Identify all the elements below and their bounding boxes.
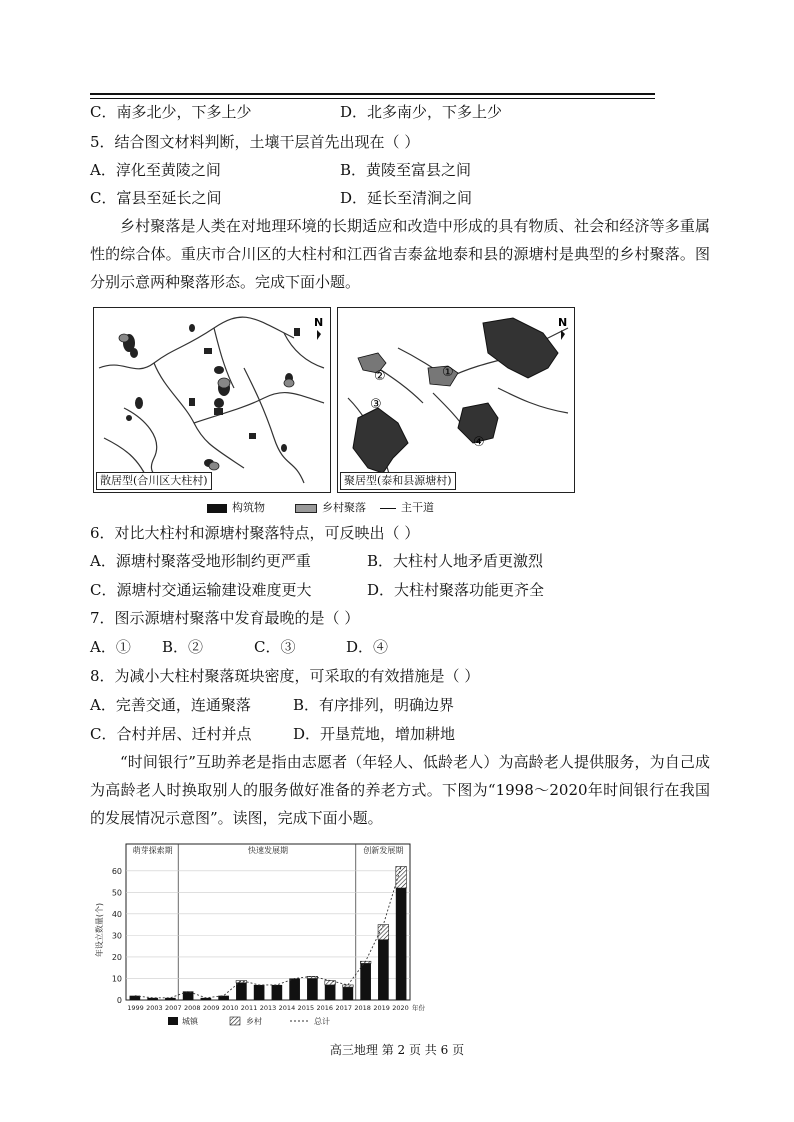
q6-option-c: C．源塘村交通运输建设难度更大 [90, 581, 312, 599]
bar-urban [360, 963, 371, 1000]
bar-urban [130, 996, 141, 1000]
header-rule-thin [90, 98, 655, 99]
bar-urban [218, 996, 229, 1000]
q5-option-b: B．黄陵至富县之间 [340, 161, 472, 179]
x-tick-label: 2019 [373, 1004, 390, 1012]
map-left-caption: 散居型(合川区大柱村) [96, 472, 212, 490]
y-tick-label: 10 [111, 974, 122, 984]
marker-3: ③ [370, 397, 382, 412]
y-tick-label: 60 [111, 866, 122, 876]
legend-structure: 构筑物 [207, 501, 265, 515]
q6-option-b: B．大柱村人地矛盾更激烈 [367, 552, 544, 570]
bar-rural [307, 976, 318, 978]
bar-urban [236, 983, 247, 1000]
header-rule-thick [90, 93, 655, 95]
marker-2: ② [374, 369, 386, 384]
x-tick-label: 2017 [335, 1004, 353, 1012]
bar-urban [272, 985, 283, 1000]
map-right-caption: 聚居型(泰和县源塘村) [340, 472, 456, 490]
x-tick-label: 2013 [259, 1004, 277, 1012]
y-tick-label: 40 [111, 909, 122, 919]
north-label-left: N [314, 316, 324, 329]
legend-swatch-gray [295, 504, 317, 513]
legend-swatch-black [207, 504, 227, 513]
q5-option-c: C．富县至延长之间 [90, 189, 222, 207]
x-tick-label: 2015 [297, 1004, 315, 1012]
x-tick-label: 2003 [146, 1004, 163, 1012]
passage-time-bank: “时间银行”互助养老是指由志愿者（年轻人、低龄老人）为高龄老人提供服务，为自己成为高龄老人时换取别人的服务做好准备的养老方式。下图为“1998～2020年时间银行在我国的发展情况示意图”。读图，完成下面小题。 [90, 753, 710, 827]
q4-option-d: D．北多南少，下多上少 [340, 103, 503, 121]
y-tick-label: 50 [111, 888, 122, 898]
time-bank-chart [88, 840, 425, 1030]
bar-urban [378, 940, 389, 1000]
q6-option-d: D．大柱村聚落功能更齐全 [367, 581, 545, 599]
q8-option-d: D．开垦荒地，增加耕地 [293, 725, 456, 743]
q7-option-c: C．③ [254, 638, 296, 656]
bar-rural [236, 981, 247, 983]
map-dispersed-drawing [94, 308, 330, 492]
x-tick-label: 2008 [183, 1004, 201, 1012]
legend-rural-swatch [230, 1017, 240, 1025]
x-tick-label: 2014 [278, 1004, 296, 1012]
marker-4: ④ [473, 435, 485, 450]
y-axis-label: 年设立数量(个) [95, 902, 104, 958]
x-axis-suffix: 年份 [412, 1004, 425, 1012]
x-tick-label: 2016 [316, 1004, 334, 1012]
y-tick-label: 30 [111, 931, 122, 941]
q5-option-d: D．延长至清涧之间 [340, 189, 473, 207]
q8-option-c: C．合村并居、迁村并点 [90, 725, 252, 743]
legend-urban-swatch [168, 1017, 178, 1025]
q8-stem: 8．为减小大柱村聚落斑块密度，可采取的有效措施是（ ） [90, 667, 480, 685]
bar-urban [396, 888, 407, 1000]
bar-urban [183, 991, 194, 1000]
map-clustered-drawing [338, 308, 574, 492]
legend-road: 主干道 [380, 501, 434, 515]
q5-option-a: A．淳化至黄陵之间 [90, 161, 221, 179]
q7-option-d: D．④ [346, 638, 389, 656]
q6-option-a: A．源塘村聚落受地形制约更严重 [90, 552, 311, 570]
phase-label: 萌芽探索期 [132, 846, 173, 855]
x-tick-label: 1999 [127, 1004, 144, 1012]
x-tick-label: 2007 [165, 1004, 182, 1012]
y-tick-label: 0 [116, 996, 122, 1005]
bar-urban [343, 987, 354, 1000]
q7-option-a: A．① [90, 638, 131, 656]
legend-swatch-line [380, 508, 396, 509]
q7-option-b: B．② [162, 638, 204, 656]
bar-rural [396, 866, 407, 888]
north-arrow-icon [561, 330, 565, 340]
passage-settlements: 乡村聚落是人类在对地理环境的长期适应和改造中形成的具有物质、社会和经济等多重属性的综合体。重庆市合川区的大柱村和江西省吉泰盆地泰和县的源塘村是典型的乡村聚落。图分别示意两种聚落形态。完成下面小题。 [90, 217, 710, 291]
north-arrow-icon [317, 330, 321, 340]
legend-settlement: 乡村聚落 [295, 501, 366, 515]
x-tick-label: 2009 [202, 1004, 220, 1012]
bar-urban [165, 998, 176, 1000]
legend-total-label: 总计 [314, 1017, 330, 1026]
bar-urban [289, 978, 300, 1000]
legend-rural-label: 乡村 [246, 1017, 262, 1026]
x-tick-label: 2010 [221, 1004, 239, 1012]
map-clustered [337, 307, 575, 493]
bar-urban [325, 985, 336, 1000]
x-tick-label: 2018 [354, 1004, 371, 1012]
marker-1: ① [442, 365, 454, 380]
legend-urban-label: 城镇 [182, 1017, 198, 1026]
phase-label: 创新发展期 [363, 846, 404, 855]
bar-urban [307, 978, 318, 1000]
north-label-right: N [558, 316, 568, 329]
q8-option-b: B．有序排列，明确边界 [293, 696, 455, 714]
bar-rural [343, 985, 354, 987]
x-tick-label: 2020 [392, 1004, 409, 1012]
q5-stem: 5．结合图文材料判断，土壤干层首先出现在（ ） [90, 133, 420, 151]
bar-urban [254, 985, 265, 1000]
q6-stem: 6．对比大柱村和源塘村聚落特点，可反映出（ ） [90, 524, 420, 542]
page-footer: 高三地理 第 2 页 共 6 页 [329, 1043, 465, 1057]
q7-stem: 7．图示源塘村聚落中发育最晚的是（ ） [90, 609, 360, 627]
phase-label: 快速发展期 [248, 846, 288, 855]
map-dispersed [93, 307, 331, 493]
x-tick-label: 2011 [240, 1004, 258, 1012]
q4-option-c: C．南多北少，下多上少 [90, 103, 252, 121]
y-tick-label: 20 [111, 952, 122, 962]
q8-option-a: A．完善交通，连通聚落 [90, 696, 251, 714]
